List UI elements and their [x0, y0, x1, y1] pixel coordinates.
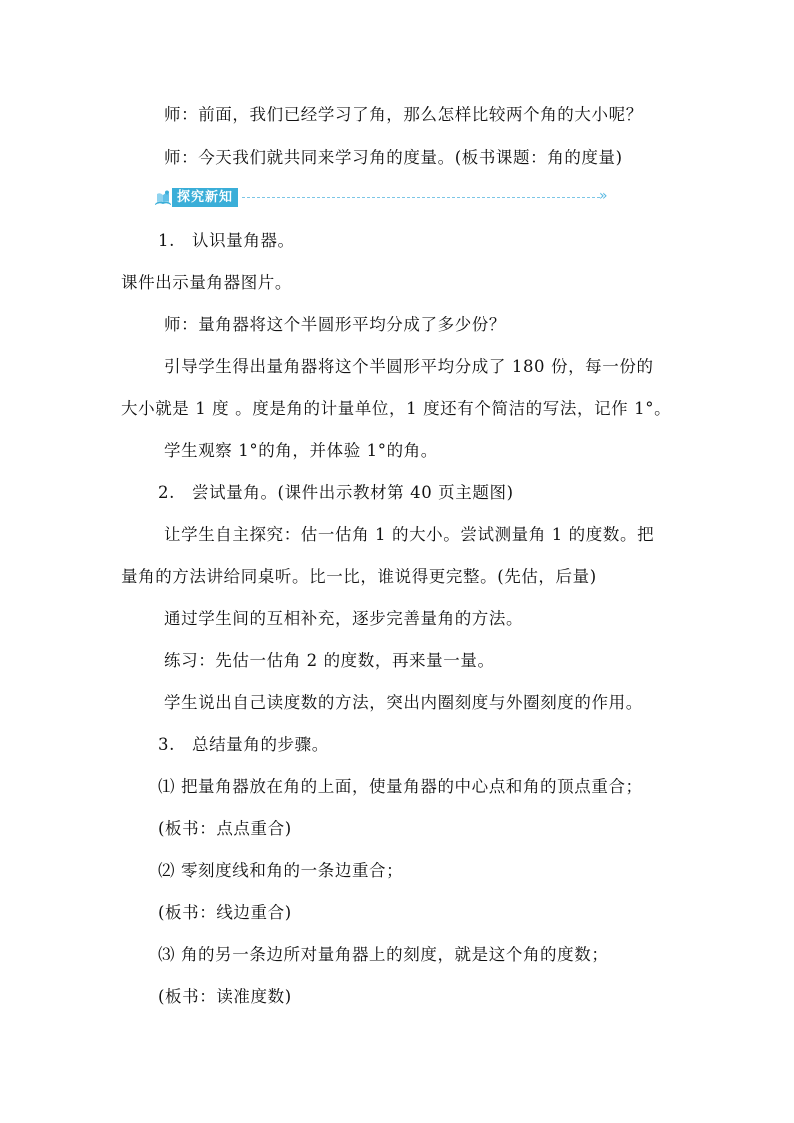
board-note: (板书：线边重合) [158, 903, 292, 922]
section-label: 探究新知 [172, 188, 238, 207]
step-2-title: 2. 尝试量角。(课件出示教材第 40 页主题图) [158, 483, 514, 502]
step-3-title: 3. 总结量角的步骤。 [158, 735, 329, 754]
paragraph: 通过学生间的互相补充，逐步完善量角的方法。 [164, 609, 524, 628]
paragraph: 课件出示量角器图片。 [121, 273, 292, 292]
paragraph: 学生说出自己读度数的方法，突出内圈刻度与外圈刻度的作用。 [164, 693, 643, 712]
paragraph: 引导学生得出量角器将这个半圆形平均分成了 180 份，每一份的 [164, 357, 654, 376]
paragraph: 让学生自主探究：估一估角 1 的大小。尝试测量角 1 的度数。把 [164, 525, 655, 544]
teacher-line-1: 师：前面，我们已经学习了角，那么怎样比较两个角的大小呢？ [164, 105, 643, 124]
teacher-line-2: 师：今天我们就共同来学习角的度量。(板书课题：角的度量) [164, 148, 623, 167]
explore-book-icon [154, 189, 172, 207]
paragraph: 量角的方法讲给同桌听。比一比，谁说得更完整。(先估，后量) [121, 567, 597, 586]
chevron-right-icon: » [599, 188, 606, 204]
paragraph: 师：量角器将这个半圆形平均分成了多少份？ [164, 315, 506, 334]
list-item: ⑶ 角的另一条边所对量角器上的刻度，就是这个角的度数； [158, 945, 609, 964]
paragraph: 练习：先估一估角 2 的度数，再来量一量。 [164, 651, 495, 670]
section-header [154, 187, 619, 209]
section-divider [242, 197, 600, 198]
board-note: (板书：读准度数) [158, 987, 292, 1006]
paragraph: 学生观察 1°的角，并体验 1°的角。 [164, 441, 438, 460]
list-item: ⑵ 零刻度线和角的一条边重合； [158, 861, 404, 880]
step-1-title: 1. 认识量角器。 [158, 231, 295, 250]
list-item: ⑴ 把量角器放在角的上面，使量角器的中心点和角的顶点重合； [158, 777, 643, 796]
board-note: (板书：点点重合) [158, 819, 292, 838]
paragraph: 大小就是 1 度 。度是角的计量单位，1 度还有个简洁的写法，记作 1°。 [121, 399, 672, 418]
